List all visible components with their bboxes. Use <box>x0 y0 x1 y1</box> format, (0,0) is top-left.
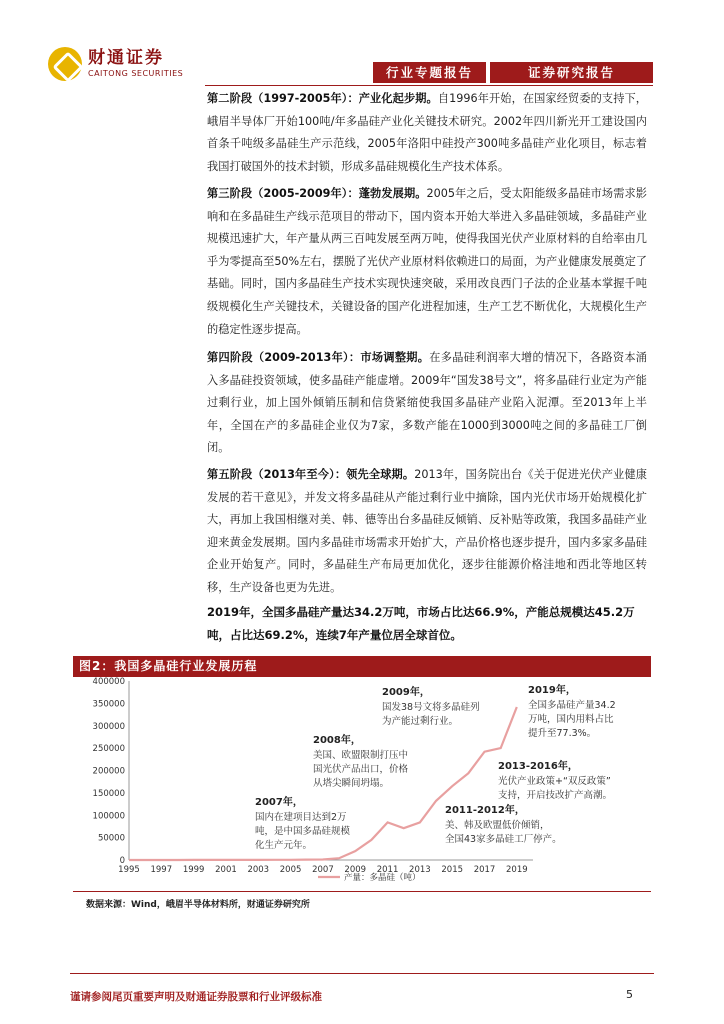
x-tick-label: 2019 <box>506 865 528 875</box>
logo-name-cn: 财通证券 <box>88 48 164 68</box>
annotation-title: 2007年， <box>255 797 303 808</box>
annotation-text: 国光伏产品出口，价格 <box>313 764 409 775</box>
paragraph-stage-3 <box>207 183 647 341</box>
footer-divider <box>70 973 654 974</box>
x-tick-label: 1999 <box>182 865 205 875</box>
footer-disclaimer: 谨请参阅尾页重要声明及财通证券股票和行业评级标准 <box>70 991 322 1003</box>
annotation-text: 国内在建项目达到2万 <box>255 812 347 823</box>
stage-4-title: 第四阶段（2009-2013年）：市场调整期。 <box>207 351 430 364</box>
figure-source: 数据来源：Wind，峨眉半导体材料所，财通证券研究所 <box>86 900 310 910</box>
x-tick-label: 2015 <box>441 865 464 875</box>
annotation-text: 万吨，国内用料占比 <box>528 714 614 725</box>
page-number: 5 <box>626 988 633 1001</box>
annotation-text: 美国、欧盟限制打压中 <box>313 750 409 761</box>
x-tick-label: 1995 <box>118 865 140 875</box>
annotation-title: 2008年， <box>313 735 361 746</box>
report-category-tag: 证券研究报告 <box>490 62 653 83</box>
report-type-tag: 行业专题报告 <box>373 62 486 83</box>
y-tick-label: 200000 <box>92 766 125 777</box>
paragraph-stage-2 <box>207 88 647 178</box>
y-tick-label: 50000 <box>97 833 125 844</box>
annotation-title: 2019年， <box>528 685 576 696</box>
logo-icon <box>48 47 82 81</box>
annotation-text: 化生产元年。 <box>255 840 313 851</box>
company-logo <box>48 44 193 84</box>
x-tick-label: 2003 <box>247 865 270 875</box>
y-tick-label: 350000 <box>92 699 125 710</box>
logo-name-en: CAITONG SECURITIES <box>88 69 184 78</box>
annotation-text: 支持，开启技改扩产高潮。 <box>498 790 613 801</box>
paragraph-stage-5 <box>207 464 647 600</box>
legend-label: 产量：多晶硅（吨） <box>344 873 421 883</box>
stage-2-body: 自1996年开始，在国家经贸委的支持下，峨眉半导体厂开始100吨/年多晶硅产业化关键技术研究。2002年四川新光开工建设国内首条千吨级多晶硅生产示范线，2005年洛阳中硅投产300吨多晶硅产业化项目，标志着我国打破国外的技术封锁，形成多晶硅规模化生产技术体系。 <box>207 92 647 173</box>
figure-title: 图2：我国多晶硅行业发展历程 <box>73 656 651 677</box>
y-tick-label: 300000 <box>92 721 125 732</box>
stage-5-title: 第五阶段（2013年至今）：领先全球期。 <box>207 468 415 481</box>
annotation-text: 为产能过剩行业。 <box>382 716 459 727</box>
y-tick-label: 400000 <box>92 677 125 687</box>
line-chart <box>73 677 651 887</box>
annotation-text: 全国43家多晶硅工厂停产。 <box>445 834 562 845</box>
x-tick-label: 2009 <box>344 865 367 875</box>
annotation-title: 2013-2016年， <box>498 761 578 772</box>
annotation-text: 光伏产业政策+“双反政策” <box>498 776 611 787</box>
x-tick-label: 2011 <box>376 865 399 875</box>
annotation-text: 从塔尖瞬间坍塌。 <box>313 778 390 789</box>
annotation-title: 2011-2012年， <box>445 805 525 816</box>
stage-3-body: 2005年之后，受太阳能级多晶硅市场需求影响和在多晶硅生产线示范项目的带动下，国内资本开始大举进入多晶硅领域，多晶硅产业规模迅速扩大，年产量从两三百吨发展至两万吨，使得我国光伏产业原材料的自给率由几乎为零提高至50%左右，摆脱了光伏产业原材料依赖进口的局面，为产业健康发展奠定了基础。同时，国内多晶硅生产技术实现快速突破，采用改良西门子法的企业基本掌握千吨级规模化生产关键技术，关键设备的国产化进程加速，生产工艺不断优化，大规模化生产的稳定性逐步提高。 <box>207 187 647 336</box>
y-tick-label: 250000 <box>92 744 125 755</box>
annotation-text: 国发38号文将多晶硅列 <box>382 702 480 713</box>
annotation-text: 吨，是中国多晶硅规模 <box>255 826 351 837</box>
x-tick-label: 2017 <box>473 865 496 875</box>
annotation-text: 美、韩及欧盟低价倾销， <box>445 820 550 831</box>
annotation-text: 全国多晶硅产量34.2 <box>528 700 616 711</box>
figure-divider <box>73 891 651 892</box>
summary-paragraph: 2019年，全国多晶硅产量达34.2万吨，市场占比达66.9%，产能总规模达45.2万吨，占比达69.2%，连续7年产量位居全球首位。 <box>207 605 635 642</box>
stage-4-body: 在多晶硅利润率大增的情况下，各路资本涌入多晶硅投资领域，使多晶硅产能虚增。2009年“国发38号文”，将多晶硅行业定为产能过剩行业，加上国外倾销压制和信贷紧缩使我国多晶硅产业陷入泥潭。至2013年上半年，全国在产的多晶硅企业仅为7家，多数产能在1000到3000吨之间的多晶硅工厂倒闭。 <box>207 351 647 455</box>
y-tick-label: 150000 <box>92 788 125 799</box>
stage-3-title: 第三阶段（2005-2009年）：蓬勃发展期。 <box>207 187 427 200</box>
x-tick-label: 2005 <box>279 865 302 875</box>
x-tick-label: 1997 <box>150 865 173 875</box>
y-tick-label: 100000 <box>92 811 125 822</box>
annotation-title: 2009年， <box>382 687 430 698</box>
annotation-text: 提升至77.3%。 <box>528 728 597 739</box>
stage-5-body: 2013年，国务院出台《关于促进光伏产业健康发展的若干意见》，并发文将多晶硅从产能过剩行业中摘除，国内光伏市场开始规模化扩大，再加上我国相继对美、韩、德等出台多晶硅反倾销、反补贴等政策，我国多晶硅产业迎来黄金发展期。国内多晶硅市场需求开始扩大，产品价格也逐步提升，国内多家多晶硅企业开始复产。同时，多晶硅生产布局更加优化，逐步往能源价格洼地和西北等地区转移，生产设备也更为先进。 <box>207 468 647 594</box>
x-tick-label: 2007 <box>312 865 334 875</box>
chart-area <box>73 677 651 887</box>
x-tick-label: 2013 <box>409 865 431 875</box>
header-divider <box>205 85 653 86</box>
y-tick-label: 0 <box>119 856 125 866</box>
x-tick-label: 2001 <box>215 865 237 875</box>
paragraph-stage-4 <box>207 347 647 460</box>
stage-2-title: 第二阶段（1997-2005年）：产业化起步期。 <box>207 92 438 105</box>
